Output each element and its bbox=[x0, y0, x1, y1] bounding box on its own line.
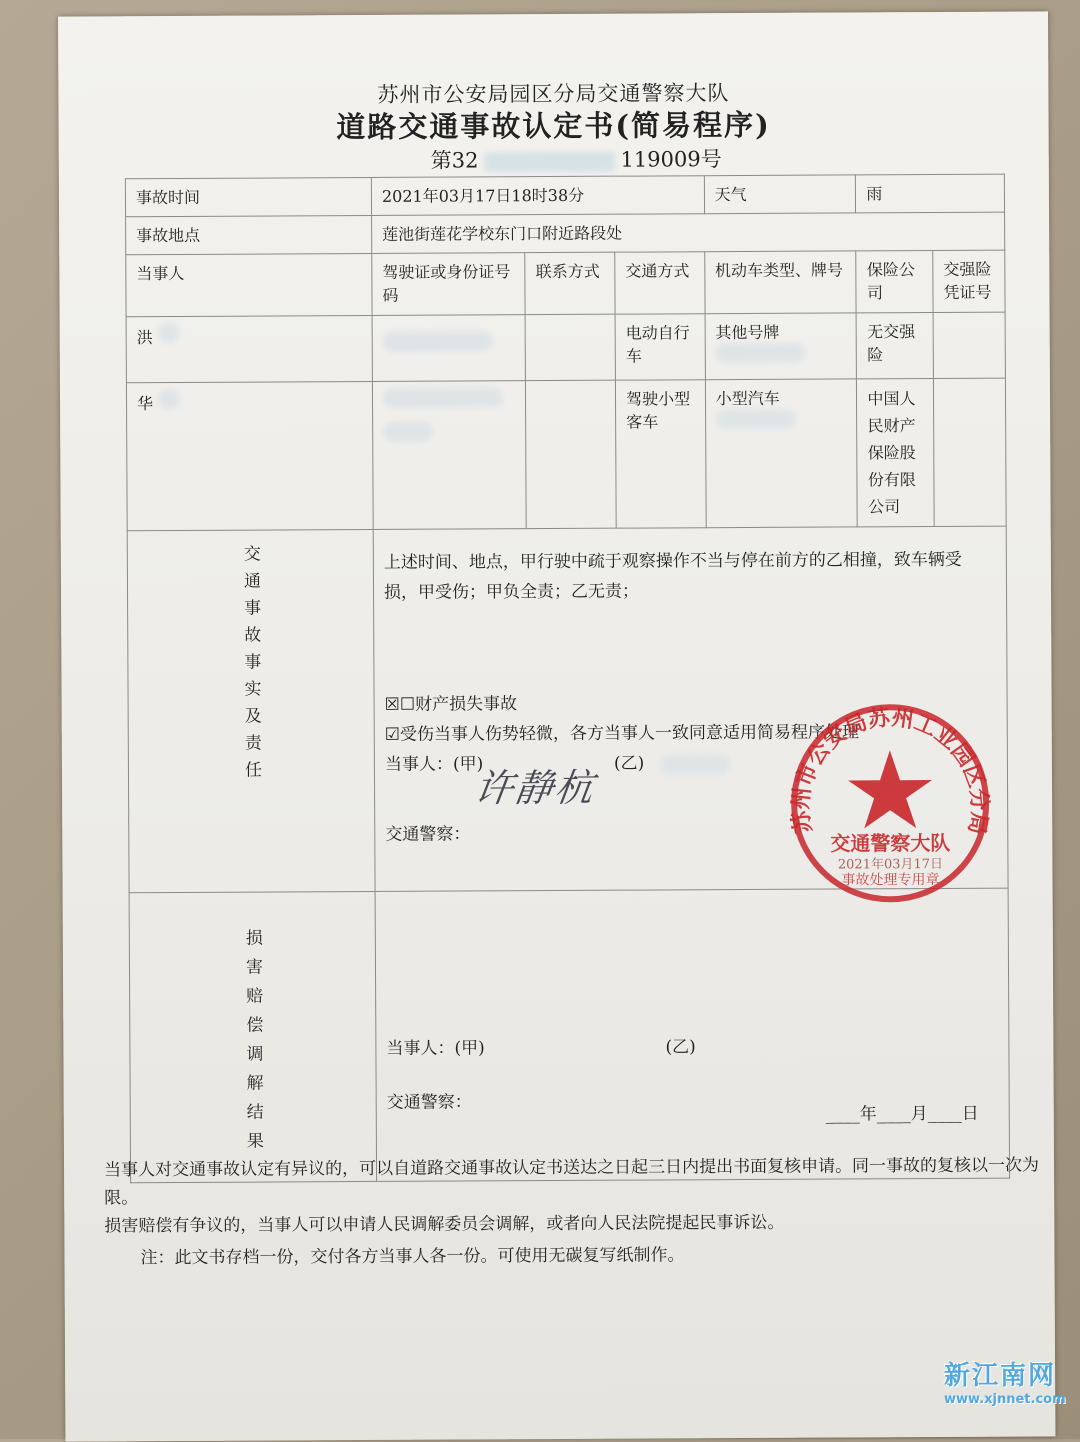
agency-name: 苏州市公安局园区分局交通警察大队 bbox=[377, 81, 730, 107]
site-watermark bbox=[944, 1355, 1066, 1407]
weather-label: 天气 bbox=[704, 175, 856, 214]
seal-bottom-text: 事故处理专用章 bbox=[841, 871, 940, 889]
party-a-sign-label: 当事人：(甲) bbox=[384, 754, 484, 775]
officer-signature: 许静杭 bbox=[472, 765, 599, 811]
damage-party-row bbox=[386, 1031, 998, 1064]
watermark-url: www.xjnnet.com bbox=[944, 1392, 1066, 1407]
party-b-vehicle: 小型汽车 bbox=[705, 379, 858, 528]
col-contact: 联系方式 bbox=[525, 252, 615, 314]
damage-section bbox=[375, 888, 1010, 1181]
damage-section-label: 损害赔偿调解结果 bbox=[129, 891, 377, 1182]
seal-ring-text: 苏州市公安局苏州工业园区分局 bbox=[787, 704, 993, 837]
document-title: 道路交通事故认定书(简易程序) bbox=[336, 107, 771, 145]
party-b-contact bbox=[526, 380, 616, 528]
col-insurance-cert: 交强险凭证号 bbox=[933, 250, 1005, 312]
party-a-cert bbox=[933, 312, 1005, 378]
party-a-insurer: 无交强险 bbox=[857, 313, 934, 379]
note-copies: 注：此文书存档一份，交付各方当事人各一份。可使用无碳复写纸制作。 bbox=[140, 1245, 685, 1269]
seal-center-text: 交通警察大队 bbox=[830, 830, 951, 856]
time-value: 2021年03月17日18时38分 bbox=[371, 176, 704, 216]
doc-number-prefix: 第32 bbox=[430, 148, 479, 173]
place-label: 事故地点 bbox=[126, 215, 372, 254]
party-b-transport: 驾驶小型客车 bbox=[615, 380, 705, 528]
seal-date-text: 2021年03月17日 bbox=[837, 856, 944, 873]
col-vehicle: 机动车类型、牌号 bbox=[704, 251, 856, 314]
party-b-insurer: 中国人民财产保险股份有限公司 bbox=[857, 379, 934, 527]
party-b-license bbox=[372, 381, 526, 530]
doc-number-suffix: 119009号 bbox=[620, 147, 722, 172]
seal-star-icon bbox=[848, 750, 932, 828]
party-a-vehicle: 其他号牌 bbox=[705, 313, 857, 380]
document-sheet bbox=[58, 11, 1055, 1441]
col-transport: 交通方式 bbox=[615, 252, 705, 314]
damage-party-b-label: (乙) bbox=[665, 1037, 696, 1058]
party-b-sign-label: (乙) bbox=[613, 753, 645, 774]
note-review: 当事人对交通事故认定有异议的，可以自道路交通事故认定书送达之日起三日内提出书面复核申请。同一事故的复核以一次为限。 bbox=[103, 1155, 1040, 1209]
officer-label: 交通警察： bbox=[385, 824, 471, 845]
weather-value: 雨 bbox=[856, 174, 1005, 213]
property-loss-checkbox[interactable]: ☒☐财产损失事故 bbox=[384, 694, 518, 715]
redacted-number bbox=[484, 151, 614, 172]
damage-officer-label: 交通警察： bbox=[386, 1092, 472, 1113]
place-value: 莲池街莲花学校东门口附近路段处 bbox=[372, 212, 1005, 253]
party-b-name: 华 bbox=[126, 381, 373, 530]
watermark-name: 新江南网 bbox=[944, 1361, 1057, 1391]
damage-party-a-label: 当事人：(甲) bbox=[386, 1038, 485, 1059]
col-insurer: 保险公司 bbox=[856, 251, 933, 313]
document-number bbox=[431, 143, 722, 175]
time-label: 事故时间 bbox=[125, 177, 371, 216]
facts-section-label: 交通事故事实及责任 bbox=[127, 529, 375, 892]
party-b-cert bbox=[933, 378, 1006, 526]
col-party: 当事人 bbox=[126, 253, 372, 316]
note-dispute: 损害赔偿有争议的，当事人可以申请人民调解委员会调解，或者向人民法院提起民事诉讼。 bbox=[104, 1212, 785, 1237]
damage-date-line: ____年____月____日 bbox=[825, 1103, 979, 1125]
accident-form-table bbox=[125, 174, 1010, 1184]
facts-text: 上述时间、地点，甲行驶中疏于观察操作不当与停在前方的乙相撞，致车辆受损，甲受伤；甲负全责；乙无责； bbox=[383, 549, 962, 603]
simple-procedure-checkbox[interactable]: ☑受伤当事人伤势轻微，各方当事人一致同意适用简易程序处理 bbox=[384, 722, 860, 745]
party-a-transport: 电动自行车 bbox=[615, 314, 705, 380]
party-a-contact bbox=[525, 314, 615, 380]
party-a-name: 洪 bbox=[126, 315, 372, 382]
official-seal bbox=[787, 700, 994, 907]
party-a-license bbox=[372, 315, 526, 382]
col-license: 驾驶证或身份证号码 bbox=[372, 253, 526, 316]
